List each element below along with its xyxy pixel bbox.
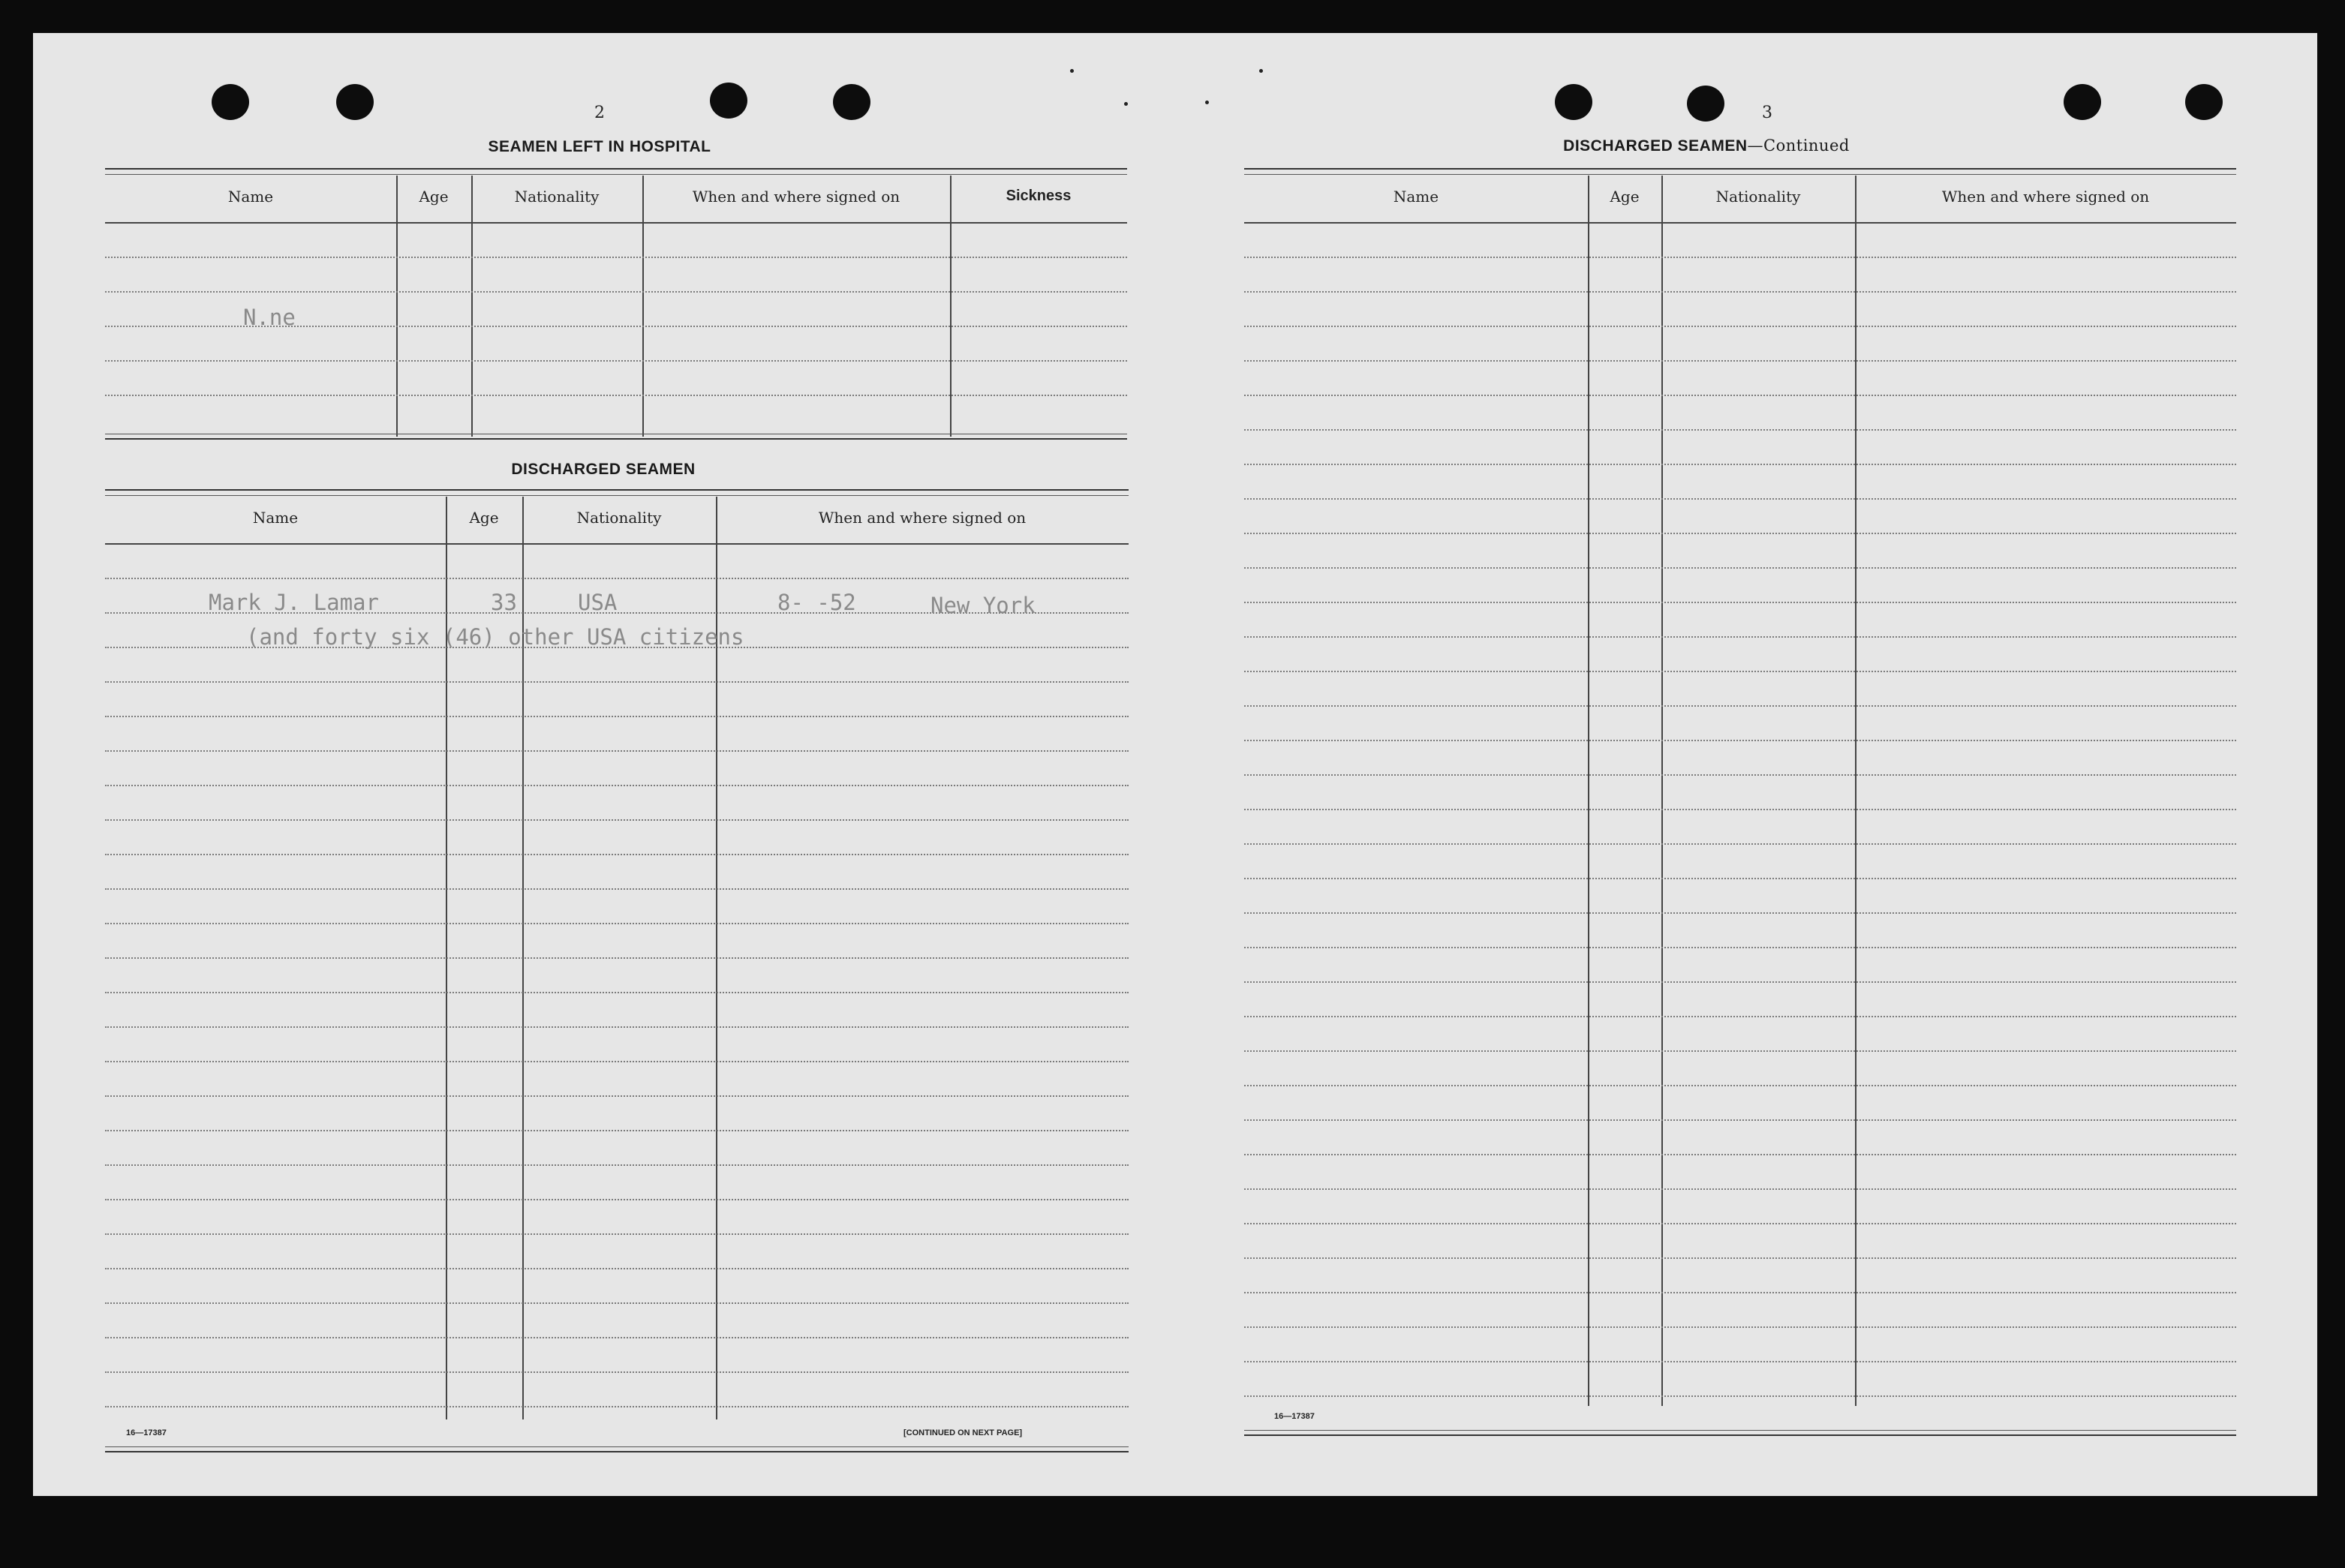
column-header-name: Name xyxy=(227,188,274,206)
row-line xyxy=(105,923,1129,924)
row-line xyxy=(1244,1326,2236,1328)
column-header-nationality: Nationality xyxy=(514,188,600,206)
column-header-signed-on: When and where signed on xyxy=(1941,188,2150,206)
row-line xyxy=(1244,429,2236,431)
row-line xyxy=(105,957,1129,959)
row-line xyxy=(105,854,1129,855)
row-line xyxy=(105,785,1129,786)
entry-date: 8- -52 xyxy=(777,590,856,615)
title-continued: —Continued xyxy=(1747,137,1850,155)
row-line xyxy=(1244,636,2236,638)
row-line xyxy=(105,681,1129,683)
entry-nationality: USA xyxy=(578,590,618,615)
hospital-section-title: SEAMEN LEFT IN HOSPITAL xyxy=(488,138,711,155)
row-line xyxy=(105,819,1129,821)
row-line xyxy=(1244,843,2236,845)
hospital-table xyxy=(105,168,1127,477)
table-top-rule xyxy=(105,489,1129,496)
entry-name: Mark J. Lamar xyxy=(209,590,379,615)
discharged-continued-title xyxy=(1534,137,1879,155)
discharged-table xyxy=(105,489,1129,1457)
page-number: 3 xyxy=(1762,104,1772,122)
row-line xyxy=(1244,1223,2236,1224)
entry-place: New York xyxy=(930,593,1036,618)
row-line xyxy=(1244,1361,2236,1362)
column-divider xyxy=(471,176,473,437)
column-header-age: Age xyxy=(1610,188,1640,206)
row-line xyxy=(1244,602,2236,603)
right-page xyxy=(1159,33,2317,1496)
row-line xyxy=(1244,1292,2236,1293)
row-line xyxy=(1244,291,2236,293)
page-number: 2 xyxy=(594,104,605,122)
row-line xyxy=(1244,533,2236,534)
table-bottom-rule xyxy=(105,1446,1129,1452)
row-line xyxy=(1244,326,2236,327)
row-line xyxy=(105,1061,1129,1062)
row-line xyxy=(105,750,1129,752)
row-line xyxy=(1244,878,2236,879)
row-line xyxy=(1244,360,2236,362)
row-line xyxy=(105,1233,1129,1235)
row-line xyxy=(1244,1188,2236,1190)
row-line xyxy=(1244,981,2236,983)
row-line xyxy=(105,578,1129,579)
row-line xyxy=(1244,498,2236,500)
row-line xyxy=(105,888,1129,890)
form-code: 16—17387 xyxy=(126,1428,167,1437)
row-line xyxy=(1244,705,2236,707)
entry-age: 33 xyxy=(491,590,517,615)
row-line xyxy=(1244,740,2236,741)
column-header-name: Name xyxy=(252,509,299,527)
column-header-name: Name xyxy=(1393,188,1439,206)
row-line xyxy=(105,1095,1129,1097)
row-line xyxy=(1244,1050,2236,1052)
row-line xyxy=(105,1302,1129,1304)
row-line xyxy=(105,1371,1129,1373)
table-top-rule xyxy=(1244,168,2236,175)
row-line xyxy=(1244,947,2236,948)
left-page xyxy=(33,33,1159,1496)
column-header-sickness: Sickness xyxy=(1006,188,1072,204)
row-line xyxy=(105,1406,1129,1407)
column-divider xyxy=(950,176,952,437)
row-line xyxy=(1244,1257,2236,1259)
row-line xyxy=(105,1199,1129,1200)
table-bottom-rule xyxy=(105,434,1127,440)
row-line xyxy=(105,257,1127,258)
column-header-age: Age xyxy=(419,188,449,206)
discharged-section-title: DISCHARGED SEAMEN xyxy=(511,461,696,478)
row-line xyxy=(1244,809,2236,810)
form-code: 16—17387 xyxy=(1274,1412,1315,1421)
row-line xyxy=(1244,257,2236,258)
row-line xyxy=(1244,671,2236,672)
continued-note: [CONTINUED ON NEXT PAGE] xyxy=(903,1428,1023,1437)
header-divider xyxy=(105,543,1129,545)
row-line xyxy=(1244,464,2236,465)
column-divider xyxy=(642,176,644,437)
row-line xyxy=(1244,774,2236,776)
entry-note: (and forty six (46) other USA citizens xyxy=(246,624,744,650)
column-header-nationality: Nationality xyxy=(1715,188,1801,206)
row-line xyxy=(105,1337,1129,1338)
row-line xyxy=(105,1164,1129,1166)
hospital-entry-none: N.ne xyxy=(243,305,296,330)
title-main: DISCHARGED SEAMEN xyxy=(1563,137,1748,155)
discharged-continued-table xyxy=(1244,168,2236,1451)
row-line xyxy=(105,1130,1129,1131)
column-header-signed-on: When and where signed on xyxy=(818,509,1027,527)
header-divider xyxy=(105,222,1127,224)
row-line xyxy=(105,716,1129,717)
row-line xyxy=(105,1026,1129,1028)
row-line xyxy=(105,360,1127,362)
column-divider xyxy=(396,176,398,437)
table-bottom-rule xyxy=(1244,1430,2236,1436)
column-header-signed-on: When and where signed on xyxy=(692,188,900,206)
row-line xyxy=(1244,567,2236,569)
row-line xyxy=(105,992,1129,993)
row-line xyxy=(1244,1119,2236,1121)
row-line xyxy=(1244,912,2236,914)
column-header-age: Age xyxy=(469,509,499,527)
column-header-nationality: Nationality xyxy=(576,509,662,527)
header-divider xyxy=(1244,222,2236,224)
table-top-rule xyxy=(105,168,1127,175)
row-line xyxy=(1244,1154,2236,1155)
row-line xyxy=(105,395,1127,396)
row-line xyxy=(1244,1395,2236,1397)
row-line xyxy=(1244,1085,2236,1086)
row-line xyxy=(105,291,1127,293)
row-line xyxy=(1244,395,2236,396)
scanned-form-sheet xyxy=(33,33,2317,1496)
row-line xyxy=(1244,1016,2236,1017)
row-line xyxy=(105,1268,1129,1269)
